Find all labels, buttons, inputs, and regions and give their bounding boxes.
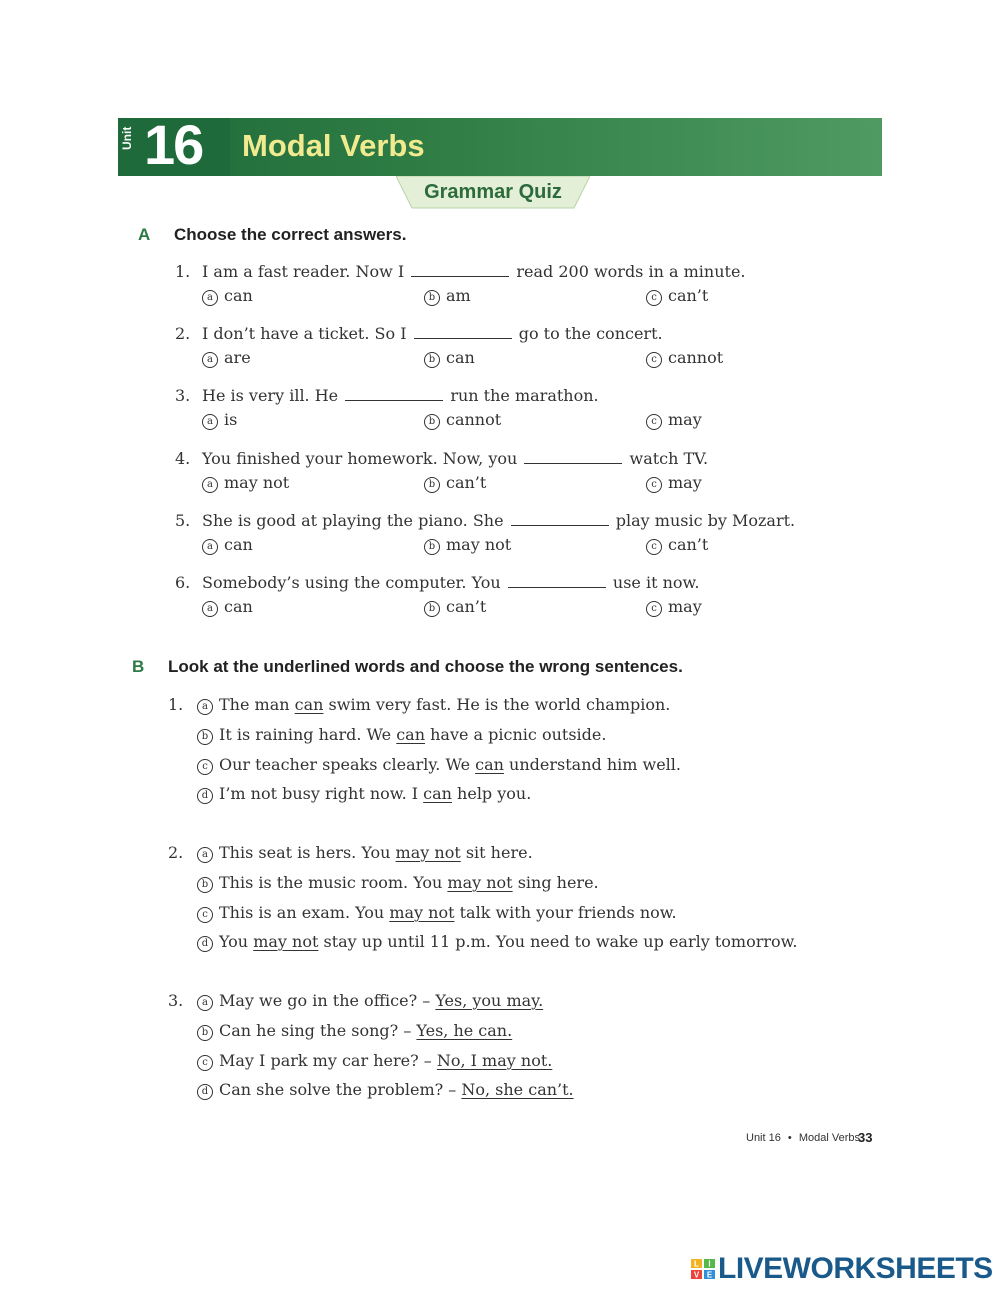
option-label: are [224,348,251,367]
option-marker: b [424,352,440,368]
option-label: can’t [668,286,709,305]
option-marker: a [202,477,218,493]
option-label: am [446,286,471,305]
underlined-word: Yes, he can. [416,1021,513,1040]
answer-option[interactable] [646,535,708,555]
option-marker: c [197,1055,213,1071]
underlined-word: may not [389,903,455,922]
sentence-option[interactable] [197,843,533,863]
question-text [202,324,663,343]
section-a-title: Choose the correct answers. [174,225,407,244]
page-number: 33 [858,1130,873,1145]
brand-name: LIVEWORKSHEETS [718,1252,993,1285]
sentence-option[interactable] [197,784,531,804]
answer-option[interactable] [424,535,511,555]
question-number: 4. [175,449,191,468]
underlined-word: may not [253,932,319,951]
sentence-text: May I park my car here? – [219,1051,437,1070]
sentence-text: have a picnic outside. [425,725,607,744]
sentence-text: It is raining hard. We [219,725,397,744]
option-label: is [224,410,238,429]
unit-banner [118,118,882,176]
answer-blank[interactable] [511,511,609,526]
underlined-word: No, she can’t. [461,1080,574,1099]
sentence-text: sit here. [460,843,533,862]
sentence-text: help you. [451,784,532,803]
option-marker: a [202,352,218,368]
question-continuation: watch TV. [624,449,709,468]
liveworksheets-logo-icon [690,1258,716,1280]
question-number: 3. [168,991,184,1010]
option-label: can [224,286,253,305]
section-a-letter: A [138,225,151,244]
footer-topic: Modal Verbs [798,1132,860,1144]
option-marker: b [197,877,213,893]
answer-option[interactable] [646,348,723,368]
sentence-option[interactable] [197,1080,574,1100]
option-marker: a [197,699,213,715]
sentence-text: I’m not busy right now. I [219,784,424,803]
option-label: may [668,410,702,429]
answer-option[interactable] [202,348,251,368]
logo-letter-e: E [706,1270,713,1280]
sentence-text: You [219,932,254,951]
question-text [202,573,699,592]
answer-blank[interactable] [414,324,512,339]
sentence-option[interactable] [197,932,798,952]
sentence-text: swim very fast. He is the world champion. [323,695,671,714]
footer-separator: • [787,1132,792,1144]
question-continuation: run the marathon. [445,386,599,405]
option-label: cannot [668,348,724,367]
question-stem: She is good at playing the piano. She [202,511,509,530]
question-stem: Somebody’s using the computer. You [202,573,506,592]
sentence-option[interactable] [197,903,677,923]
sentence-text: talk with your friends now. [454,903,677,922]
answer-option[interactable] [202,535,253,555]
footer-unit: Unit 16 [746,1132,781,1144]
question-number: 2. [175,324,191,343]
sentence-text: This is the music room. You [219,873,448,892]
answer-option[interactable] [646,410,702,430]
option-marker: b [424,539,440,555]
question-text [202,511,795,530]
option-label: may [668,473,702,492]
sentence-option[interactable] [197,1021,512,1041]
answer-option[interactable] [646,286,708,306]
answer-option[interactable] [424,286,471,306]
question-text [202,386,599,405]
sentence-text: sing here. [512,873,599,892]
option-marker: a [202,601,218,617]
underlined-word: Yes, you may. [435,991,544,1010]
answer-blank[interactable] [524,449,622,464]
option-marker: d [197,936,213,952]
question-continuation: play music by Mozart. [610,511,796,530]
question-stem: I don’t have a ticket. So I [202,324,412,343]
underlined-word: can [294,695,324,714]
sentence-text: May we go in the office? – [219,991,436,1010]
question-text [202,449,708,468]
question-stem: You finished your homework. Now, you [202,449,523,468]
sentence-option[interactable] [197,755,681,775]
section-b-title: Look at the underlined words and choose the wrong sentences. [168,657,683,676]
question-continuation: use it now. [607,573,700,592]
answer-option[interactable] [424,473,486,493]
sentence-option[interactable] [197,1051,552,1071]
answer-option[interactable] [646,597,702,617]
grammar-quiz-tab [396,176,590,210]
option-label: may [668,597,702,616]
option-marker: c [646,290,662,306]
option-marker: c [646,414,662,430]
logo-letter-i: I [708,1259,711,1269]
option-label: can’t [446,473,487,492]
logo-letter-l: L [694,1259,699,1269]
option-marker: d [197,788,213,804]
option-marker: b [424,601,440,617]
option-marker: c [197,907,213,923]
sentence-text: This seat is hers. You [219,843,396,862]
option-label: cannot [446,410,502,429]
question-number: 1. [168,695,184,714]
underlined-word: may not [395,843,461,862]
option-label: may not [224,473,290,492]
unit-number: 16 [144,113,203,176]
question-number: 5. [175,511,191,530]
option-label: may not [446,535,512,554]
option-marker: a [197,847,213,863]
question-number: 3. [175,386,191,405]
question-continuation: go to the concert. [513,324,663,343]
question-stem: I am a fast reader. Now I [202,262,410,281]
sentence-option[interactable] [197,873,599,893]
sentence-text: The man [219,695,295,714]
answer-option[interactable] [424,597,486,617]
logo-letter-v: V [693,1270,700,1280]
question-stem: He is very ill. He [202,386,344,405]
option-marker: a [202,414,218,430]
option-marker: b [197,1025,213,1041]
sentence-option[interactable] [197,695,670,715]
underlined-word: may not [447,873,513,892]
option-marker: c [646,352,662,368]
answer-option[interactable] [424,348,475,368]
option-label: can [446,348,475,367]
unit-word: Unit [120,126,134,150]
sentence-text: stay up until 11 p.m. You need to wake up early tomorrow. [318,932,798,951]
sentence-option[interactable] [197,725,606,745]
option-label: can [224,535,253,554]
answer-option[interactable] [424,410,501,430]
underlined-word: can [396,725,426,744]
quiz-tab-label: Grammar Quiz [424,181,562,203]
answer-blank[interactable] [411,262,509,277]
option-label: can [224,597,253,616]
option-marker: a [197,995,213,1011]
option-marker: b [424,477,440,493]
sentence-text: understand him well. [503,755,681,774]
underlined-word: No, I may not. [436,1051,553,1070]
sentence-option[interactable] [197,991,543,1011]
answer-option[interactable] [646,473,702,493]
underlined-word: can [475,755,504,774]
answer-option[interactable] [202,286,253,306]
option-marker: a [202,290,218,306]
sentence-text: Can he sing the song? – [219,1021,417,1040]
option-label: can’t [668,535,709,554]
question-number: 6. [175,573,191,592]
answer-option[interactable] [202,473,289,493]
question-text [202,262,746,281]
answer-blank[interactable] [345,386,443,401]
answer-blank[interactable] [508,573,606,588]
option-marker: c [197,759,213,775]
footer-unit-label [746,1132,860,1144]
option-marker: c [646,477,662,493]
option-label: can’t [446,597,487,616]
question-number: 1. [175,262,191,281]
page-title: Modal Verbs [242,128,425,163]
sentence-text: This is an exam. You [219,903,390,922]
option-marker: b [424,290,440,306]
question-number: 2. [168,843,184,862]
sentence-text: Our teacher speaks clearly. We [219,755,476,774]
option-marker: d [197,1084,213,1100]
sentence-text: Can she solve the problem? – [219,1080,462,1099]
question-continuation: read 200 words in a minute. [511,262,746,281]
option-marker: c [646,601,662,617]
option-marker: b [424,414,440,430]
option-marker: a [202,539,218,555]
answer-option[interactable] [202,410,237,430]
underlined-word: can [423,784,452,803]
answer-option[interactable] [202,597,253,617]
option-marker: b [197,729,213,745]
section-b-letter: B [132,657,145,676]
option-marker: c [646,539,662,555]
